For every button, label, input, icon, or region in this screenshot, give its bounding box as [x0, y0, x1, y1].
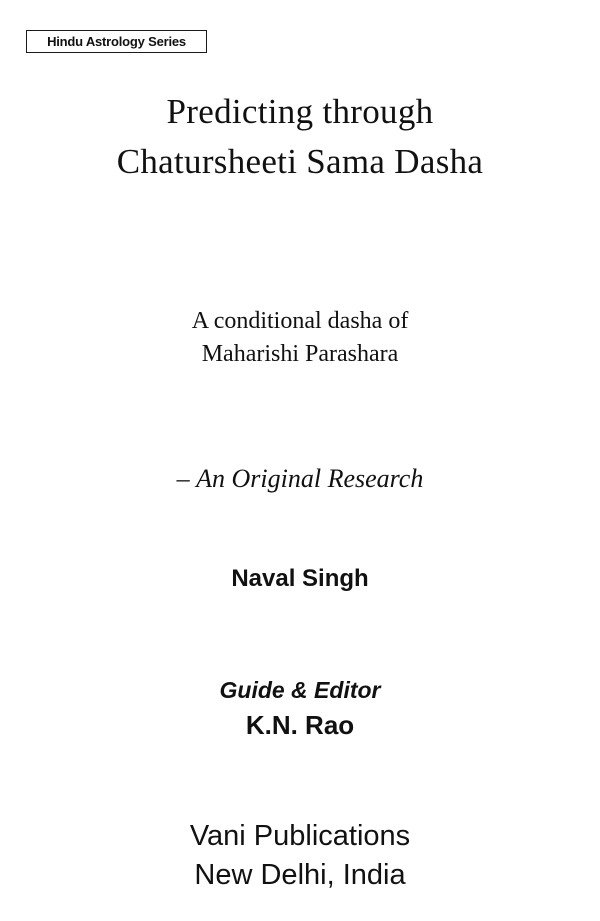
book-title-line-2: Chatursheeti Sama Dasha [116, 142, 484, 181]
subtitle-line-1: A conditional dasha of [191, 308, 409, 334]
publisher-name: Vani Publications [189, 820, 411, 852]
research-dash: – [176, 464, 190, 493]
series-label-box [26, 30, 207, 53]
author-name: Naval Singh [231, 565, 369, 592]
research-tagline [0, 466, 600, 492]
editor-role: Guide & Editor [219, 677, 381, 703]
book-title-line-1: Predicting through [166, 92, 434, 131]
subtitle-line-2: Maharishi Parashara [201, 341, 399, 367]
editor-name: K.N. Rao [245, 710, 355, 740]
series-label: Hindu Astrology Series [47, 34, 186, 49]
research-text: An Original Research [196, 464, 424, 493]
publisher-location: New Delhi, India [194, 859, 406, 891]
